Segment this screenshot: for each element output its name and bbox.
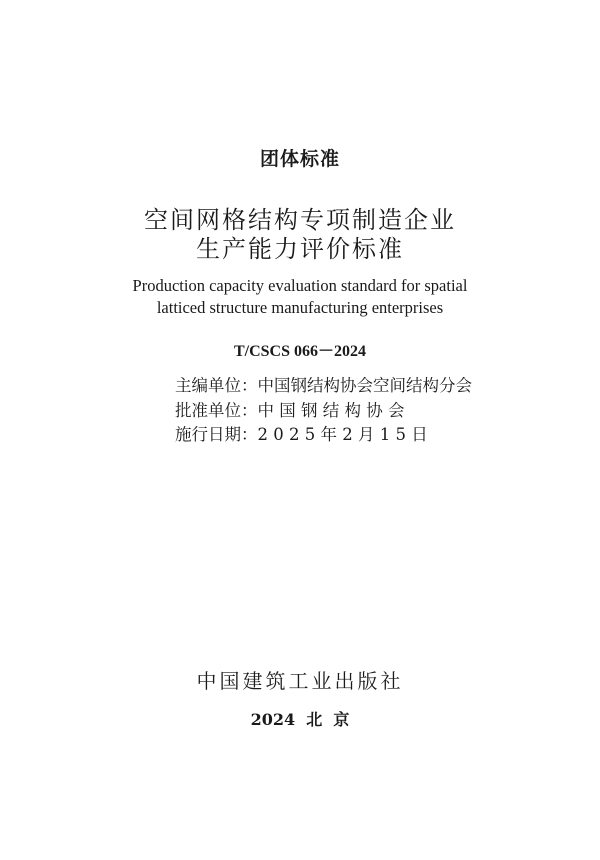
effective-date: 施行日期：2 0 2 5 年 2 月 1 5 日 <box>175 425 428 444</box>
title-cn-line-1: 空间网格结构专项制造企业 <box>144 206 456 234</box>
publication-year-place: 2024 北 京 <box>250 710 350 729</box>
approver-unit: 批准单位：中 国 钢 结 构 协 会 <box>175 401 405 420</box>
title-en-line-2: latticed structure manufacturing enterprises <box>156 298 444 317</box>
title-cn-line-2: 生产能力评价标准 <box>196 235 404 263</box>
title-en-line-1: Production capacity evaluation standard for spatial <box>132 276 468 295</box>
standard-category: 团体标准 <box>259 148 340 170</box>
publisher: 中国建筑工业出版社 <box>196 669 404 693</box>
editor-unit: 主编单位：中国钢结构协会空间结构分会 <box>175 376 472 395</box>
standard-code: T/CSCS 066－2024 <box>233 343 367 360</box>
